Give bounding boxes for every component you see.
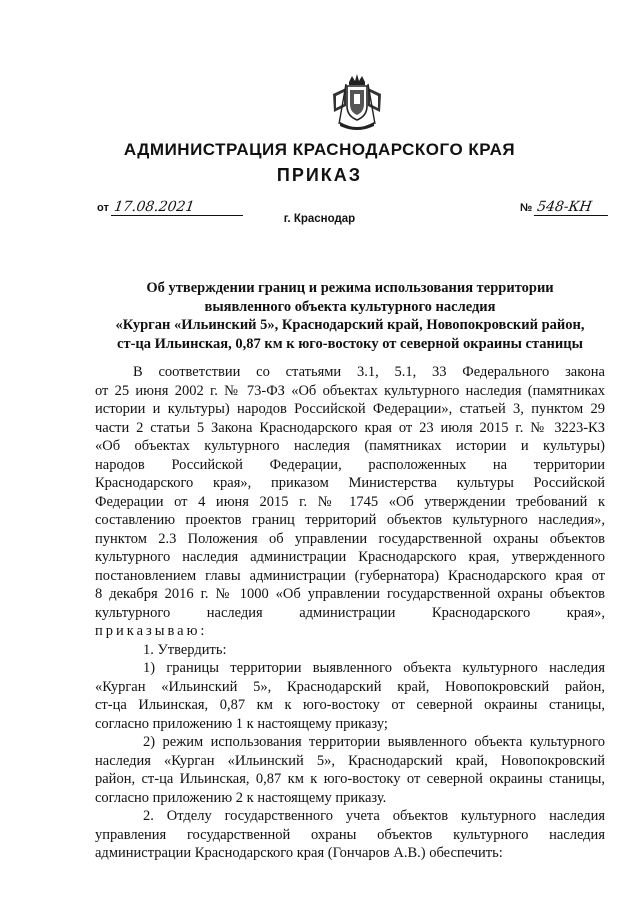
body-line: наследия «Курган «Ильинский 5», Краснодарский край, Новопокровский	[95, 752, 605, 769]
body-line: «Курган «Ильинский 5», Краснодарский край, Новопокровский район,	[95, 678, 605, 695]
body-line: постановлением главы администрации (губернатора) Краснодарского края от	[95, 567, 605, 584]
document-type: ПРИКАЗ	[276, 165, 363, 185]
body-line: администрации Краснодарского края (Гончаров А.В.) обеспечить:	[95, 845, 503, 861]
order-body	[95, 363, 605, 863]
body-line: район, ст-ца Ильинская, 0,87 км к юго-востоку от северной окраины станицы,	[95, 771, 605, 787]
number-prefix: №	[520, 202, 533, 214]
number-value: 548-КН	[534, 200, 610, 216]
date-prefix: от	[97, 202, 109, 214]
body-line: управления государственной охраны объектов культурного наследия	[95, 826, 605, 843]
body-line: Федерации от 4 июня 2015 г. № 1745 «Об утверждении требований к	[95, 493, 605, 510]
body-line: части 2 статьи 5 Закона Краснодарского края от 23 июля 2015 г. № 3223-КЗ	[95, 419, 605, 436]
body-line: пунктом 2.3 Положения об управлении государственной охраны объектов	[95, 530, 605, 547]
body-line: В соответствии со статьями 3.1, 5.1, 33 Федерального закона	[133, 364, 605, 380]
body-line: культурного наследия администрации Краснодарского края»,	[95, 604, 605, 621]
organization-title: АДМИНИСТРАЦИЯ КРАСНОДАРСКОГО КРАЯ	[123, 140, 516, 159]
body-line: 8 декабря 2016 г. № 1000 «Об управлении государственной охраны объектов	[95, 586, 605, 602]
city-label: г. Краснодар	[283, 213, 356, 225]
title-line: «Курган «Ильинский 5», Краснодарский край, Новопокровский район,	[115, 317, 585, 333]
body-line: согласно приложению 2 к настоящему приказу.	[95, 789, 387, 806]
title-line: Об утверждении границ и режима использования территории	[146, 280, 554, 296]
body-line-order-word: приказываю:	[95, 623, 208, 639]
body-line: согласно приложению 1 к настоящему приказу;	[95, 715, 388, 732]
krasnodar-coat-of-arms-icon	[330, 72, 384, 134]
body-line: 1. Утвердить:	[143, 641, 227, 658]
body-line: «Об объектах культурного наследия (памятниках истории и культуры)	[95, 438, 605, 454]
body-line: от 25 июня 2002 г. № 73-ФЗ «Об объектах культурного наследия (памятниках	[95, 382, 605, 399]
date-value: 17.08.2021	[111, 200, 245, 216]
body-line: Краснодарского края», приказом Министерства культуры Российской	[95, 475, 605, 491]
body-line: 2. Отделу государственного учета объектов культурного наследия	[143, 808, 605, 824]
body-line: культурного наследия администрации Краснодарского края, утвержденного	[95, 549, 605, 565]
title-line: ст-ца Ильинская, 0,87 км к юго-востоку от северной окраины станицы	[117, 335, 583, 352]
body-line: 2) режим использования территории выявленного объекта культурного	[143, 734, 605, 750]
body-line: 1) границы территории выявленного объекта культурного наследия	[143, 660, 605, 676]
body-line: народов Российской Федерации, расположенных на территории	[95, 456, 605, 473]
order-title	[90, 279, 610, 353]
title-line: выявленного объекта культурного наследия	[204, 298, 496, 315]
body-line: ст-ца Ильинская, 0,87 км к юго-востоку от северной окраины станицы,	[95, 697, 605, 713]
body-line: истории и культуры) народов Российской Федерации», статьей 3, пунктом 29	[95, 401, 605, 417]
body-line: составлению проектов границ территорий объектов культурного наследия»,	[95, 512, 605, 528]
